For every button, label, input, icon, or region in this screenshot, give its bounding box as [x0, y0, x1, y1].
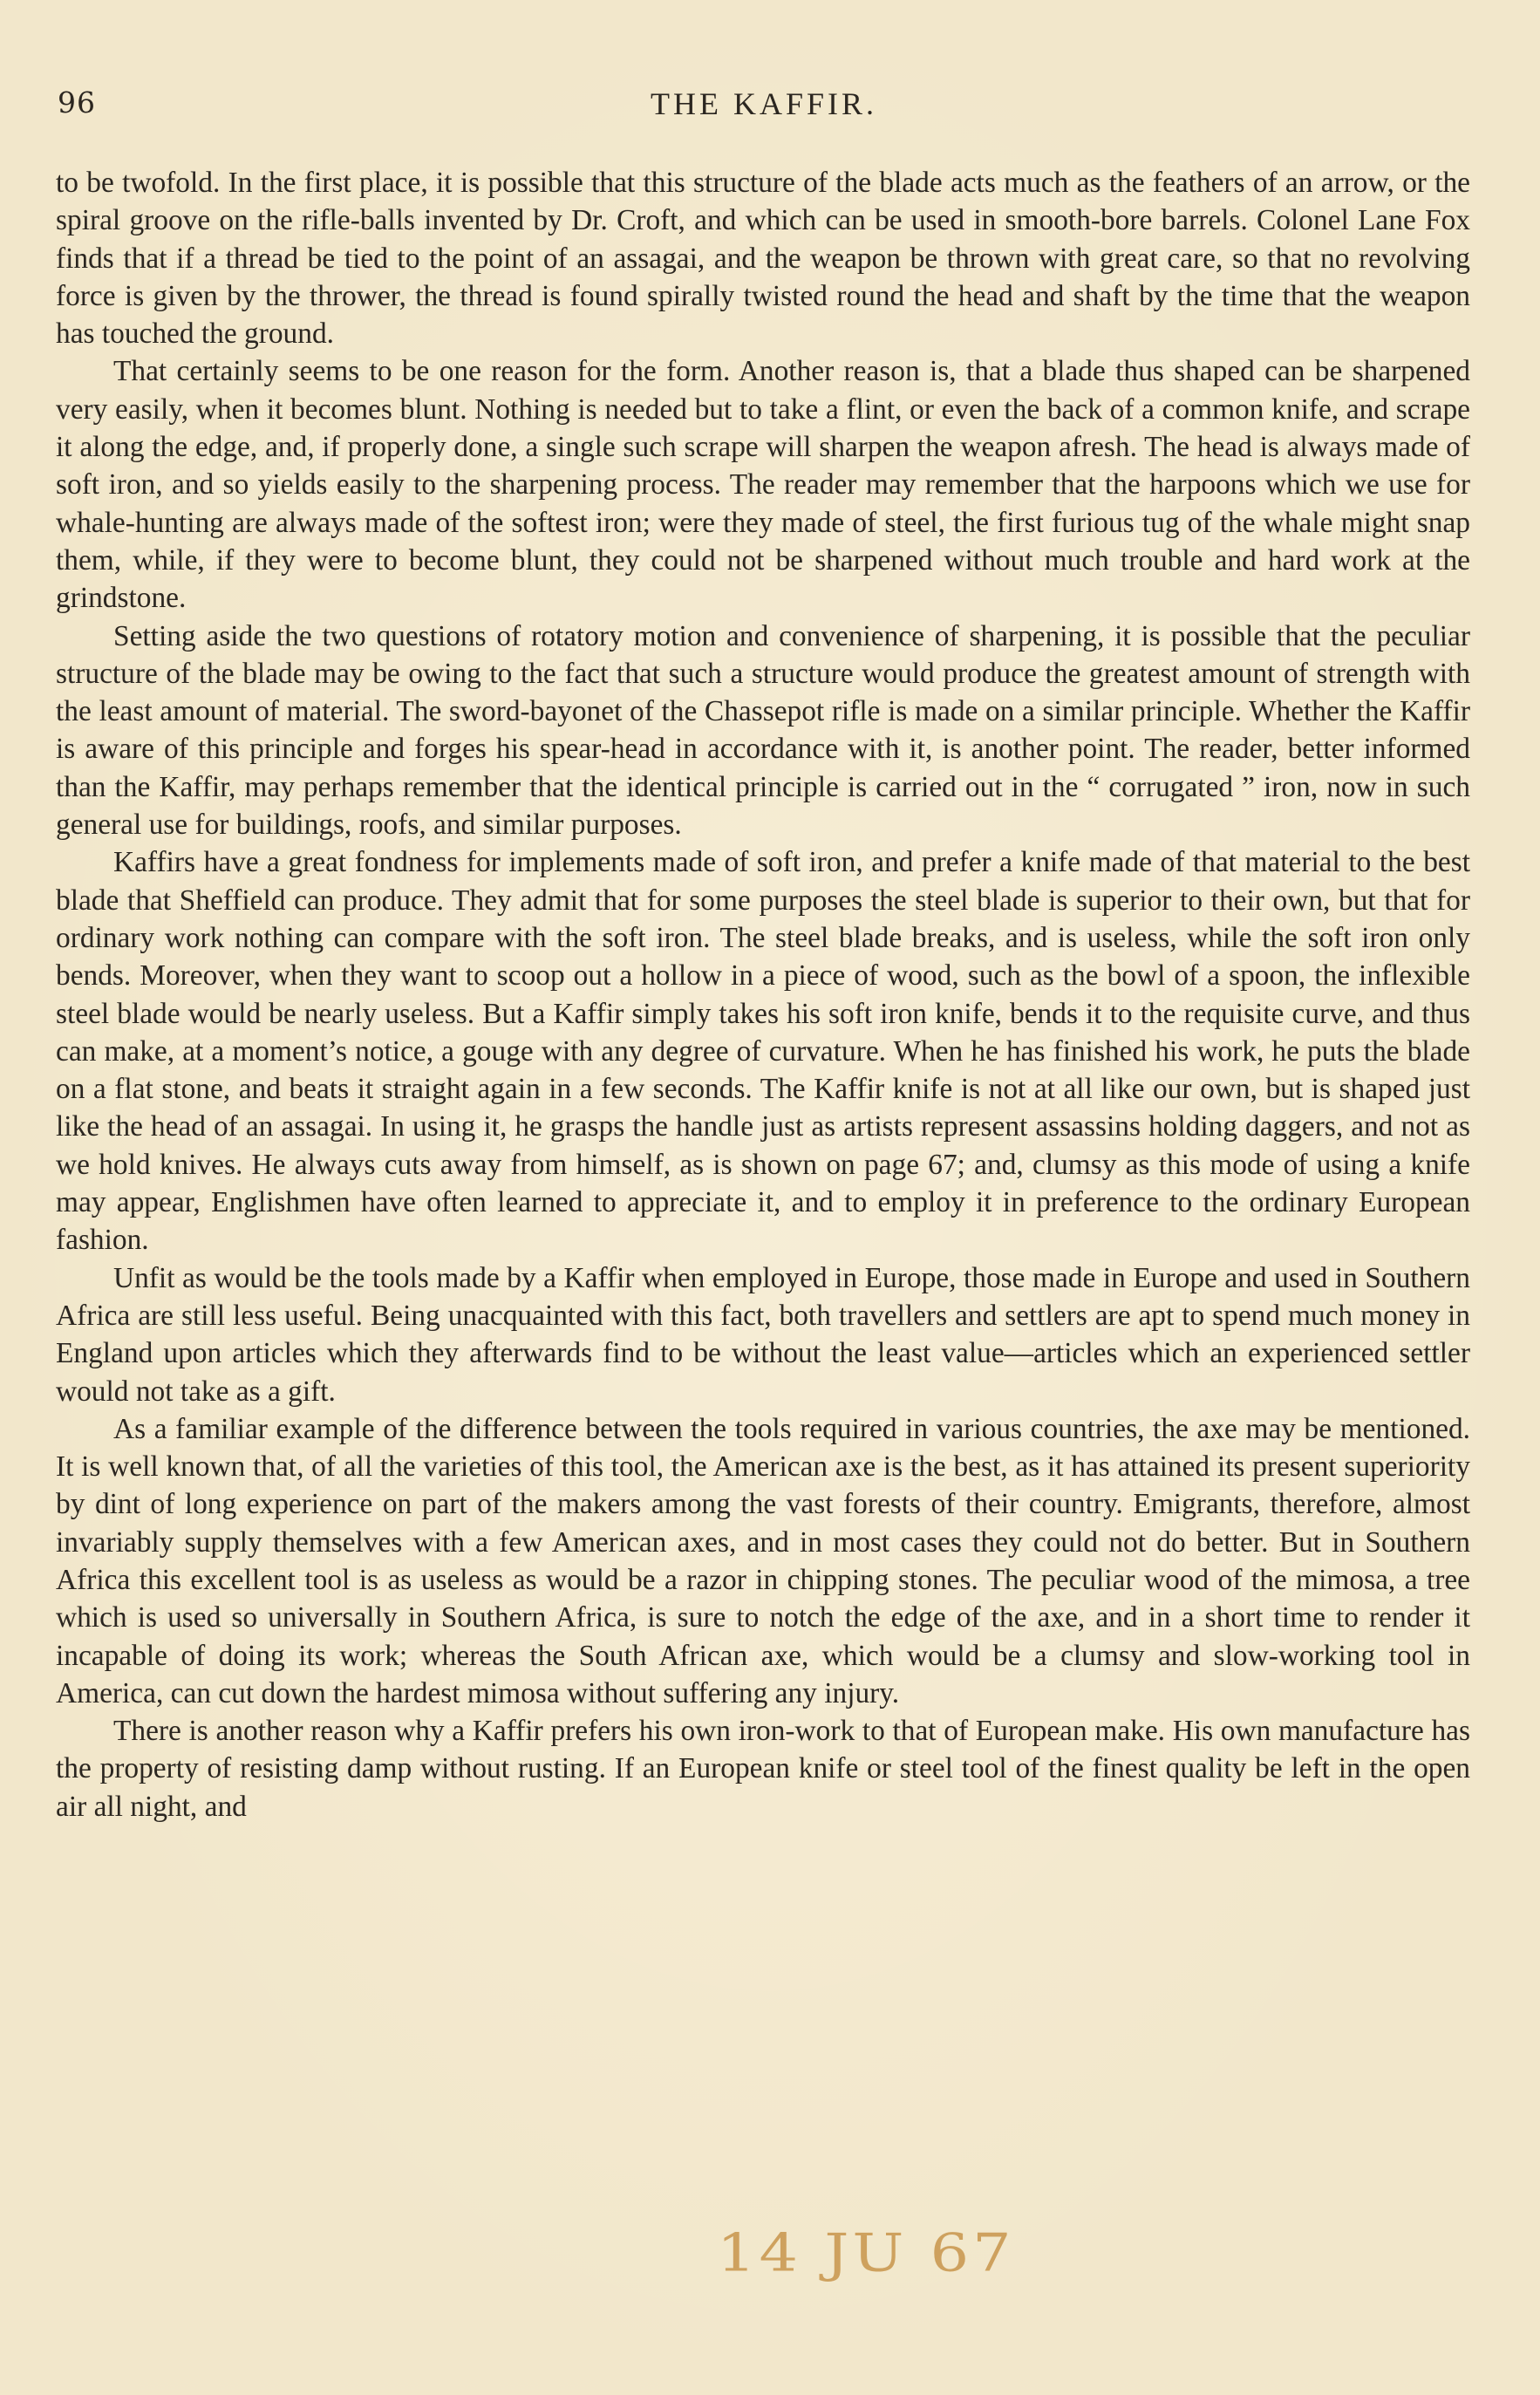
paragraph-7: There is another reason why a Kaffir prefers his own iron-work to that of European make. His own manufacture has the property of resisting damp without rusting. If an European knife or steel tool of the finest quality be left in the open air all night, and	[56, 1715, 1470, 1823]
paragraph-3: Setting aside the two questions of rotatory motion and convenience of sharpening, it is possible that the peculiar structure of the blade may be owing to the fact that such a structure would produce the greatest amount of strength with the least amount of material. The sword-bayonet of the Chassepot rifle is made on a similar principle. Whether the Kaffir is aware of this principle and forges his spear-head in accordance with it, is another point. The reader, better informed than the Kaffir, may perhaps remember that the identical principle is carried out in the “ corrugated ” iron, now in such general use for buildings, roofs, and similar purposes.	[56, 619, 1470, 842]
paragraph-1: to be twofold. In the first place, it is possible that this structure of the blade acts much as the feathers of an arrow, or the spiral groove on the rifle-balls invented by Dr. Croft, and which can be used in smooth-bore barrels. Colonel Lane Fox finds that if a thread be tied to the point of an assagai, and the weapon be thrown with great care, so that no revolving force is given by the thrower, the thread is found spirally twisted round the head and shaft by the time that the weapon has touched the ground.	[56, 167, 1470, 351]
body-text	[56, 164, 1470, 1825]
paragraph-6: As a familiar example of the difference between the tools required in various countries, the axe may be mentioned. It is well known that, of all the varieties of this tool, the American axe is the best, as it has attained its present superiority by dint of long experience on part of the makers among the vast forests of their country. Emigrants, therefore, almost invariably supply themselves with a few American axes, and in most cases they could not do better. But in Southern Africa this excellent tool is as useless as would be a razor in chipping stones. The peculiar wood of the mimosa, a tree which is used so universally in Southern Africa, is sure to notch the edge of the axe, and in a short time to render it incapable of doing its work; whereas the South African axe, which would be a clumsy and slow-working tool in America, can cut down the hardest mimosa without suffering any injury.	[56, 1412, 1470, 1709]
page-header	[58, 85, 1470, 129]
page-number: 96	[58, 85, 96, 119]
running-head: THE KAFFIR.	[650, 86, 878, 121]
paragraph-2: That certainly seems to be one reason for the form. Another reason is, that a blade thus shaped can be sharpened very easily, when it becomes blunt. Nothing is needed but to take a flint, or even the back of a common knife, and scrape it along the edge, and, if properly done, a single such scrape will sharpen the weapon afresh. The head is always made of soft iron, and so yields easily to the sharpening process. The reader may remember that the harpoons which we use for whale-hunting are always made of the softest iron; were they made of steel, the first furious tug of the whale might snap them, while, if they were to become blunt, they could not be sharpened without much trouble and hard work at the grindstone.	[56, 355, 1470, 615]
paragraph-4: Kaffirs have a great fondness for implements made of soft iron, and prefer a knife made of that material to the best blade that Sheffield can produce. They admit that for some purposes the steel blade is superior to their own, but that for ordinary work nothing can compare with the soft iron. The steel blade breaks, and is useless, while the soft iron only bends. Moreover, when they want to scoop out a hollow in a piece of wood, such as the bowl of a spoon, the inflexible steel blade would be nearly useless. But a Kaffir simply takes his soft iron knife, bends it to the requisite curve, and thus can make, at a moment’s notice, a gouge with any degree of curvature. When he has finished his work, he puts the blade on a flat stone, and beats it straight again in a few seconds. The Kaffir knife is not at all like our own, but is shaped just like the head of an assagai. In using it, he grasps the handle just as artists represent assassins holding daggers, and not as we hold knives. He always cuts away from himself, as is shown on page 67; and, clumsy as this mode of using a knife may appear, Englishmen have often learned to appreciate it, and to employ it in preference to the ordinary European fashion.	[56, 846, 1470, 1257]
paragraph-5: Unfit as would be the tools made by a Kaffir when employed in Europe, those made in Europe and used in Southern Africa are still less useful. Being unacquainted with this fact, both travellers and settlers are apt to spend much money in England upon articles which they afterwards find to be without the least value—articles which an experienced settler would not take as a gift.	[56, 1261, 1470, 1408]
date-stamp: 14 JU 67	[717, 2222, 1015, 2283]
